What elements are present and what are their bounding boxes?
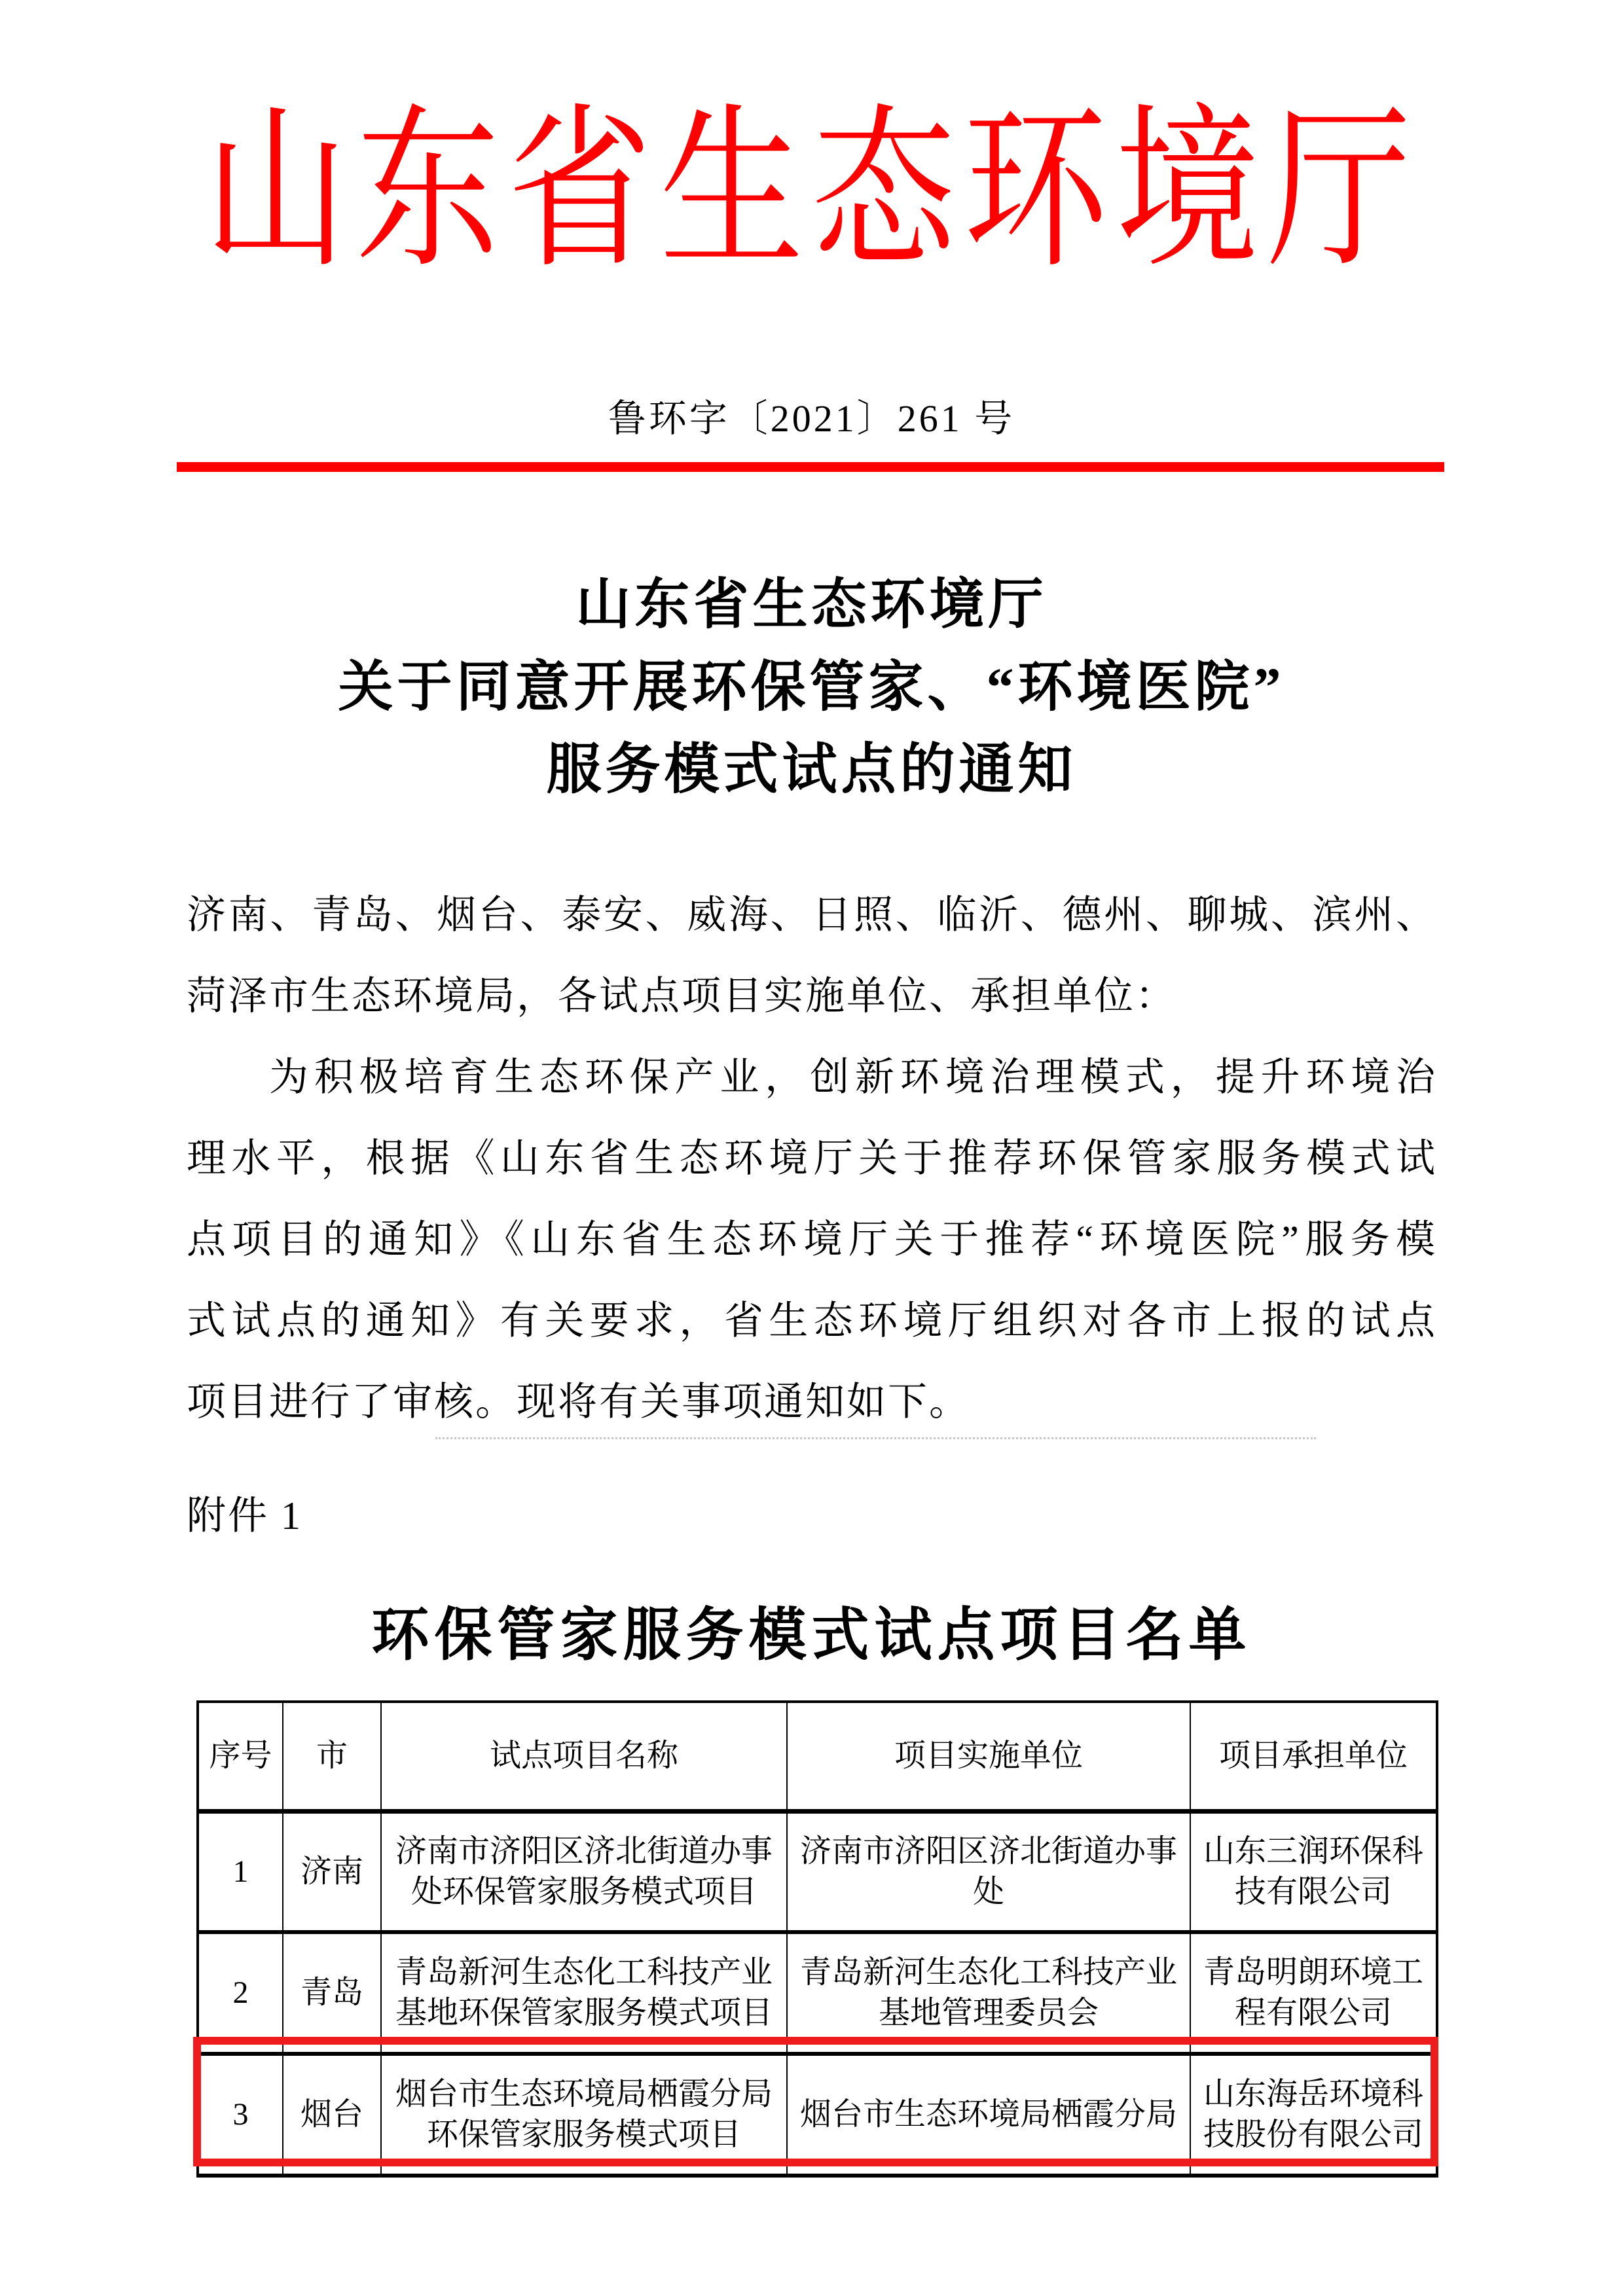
table-title: 环保管家服务模式试点项目名单 xyxy=(371,1604,1252,1668)
cell-city: 烟台 xyxy=(283,2054,381,2176)
body-line: 理水平，根据《山东省生态环境厅关于推荐环保管家服务模式试 xyxy=(187,1137,1437,1180)
table-row xyxy=(198,1932,1437,2054)
cell-city: 济南 xyxy=(283,1812,381,1933)
notice-title-line-3: 服务模式试点的通知 xyxy=(546,740,1077,800)
body-line: 点项目的通知》《山东省生态环境厅关于推荐“环境医院”服务模 xyxy=(187,1218,1437,1261)
column-header-undertaking-unit: 项目承担单位 xyxy=(1190,1702,1437,1812)
cell-implementing-unit: 青岛新河生态化工科技产业基地管理委员会 xyxy=(787,1932,1190,2054)
cell-implementing-unit: 烟台市生态环境局栖霞分局 xyxy=(787,2054,1190,2176)
document-number: 鲁环字〔2021〕261 号 xyxy=(608,397,1015,440)
cell-undertaking-unit: 山东三润环保科技有限公司 xyxy=(1190,1812,1437,1933)
body-line: 济南、青岛、烟台、泰安、威海、日照、临沂、德州、聊城、滨州、 xyxy=(187,893,1437,937)
body-line: 为积极培育生态环保产业，创新环境治理模式，提升环境治 xyxy=(269,1056,1437,1099)
body-line: 菏泽市生态环境局，各试点项目实施单位、承担单位： xyxy=(187,975,1176,1018)
pilot-project-table xyxy=(196,1700,1438,2178)
cell-project-name: 烟台市生态环境局栖霞分局环保管家服务模式项目 xyxy=(381,2054,787,2176)
cell-index: 1 xyxy=(198,1812,283,1933)
table-header-row xyxy=(198,1702,1437,1812)
cell-implementing-unit: 济南市济阳区济北街道办事处 xyxy=(787,1812,1190,1933)
cell-city: 青岛 xyxy=(283,1932,381,2054)
agency-letterhead-title: 山东省生态环境厅 xyxy=(204,94,1419,289)
column-header-city: 市 xyxy=(283,1702,381,1812)
notice-title-line-1: 山东省生态环境厅 xyxy=(575,575,1048,636)
cell-index: 2 xyxy=(198,1932,283,2054)
notice-title-line-2: 关于同意开展环保管家、“环境医院” xyxy=(338,657,1285,718)
column-header-implementing-unit: 项目实施单位 xyxy=(787,1702,1190,1812)
red-divider-line xyxy=(177,462,1444,472)
column-header-project-name: 试点项目名称 xyxy=(381,1702,787,1812)
notice-body xyxy=(187,874,1437,1443)
cell-project-name: 青岛新河生态化工科技产业基地环保管家服务模式项目 xyxy=(381,1932,787,2054)
faded-text-artifact-line xyxy=(435,1437,1316,1439)
table-row-highlighted xyxy=(198,2054,1437,2176)
column-header-index: 序号 xyxy=(198,1702,283,1812)
cell-index: 3 xyxy=(198,2054,283,2176)
cell-undertaking-unit: 青岛明朗环境工程有限公司 xyxy=(1190,1932,1437,2054)
cell-project-name: 济南市济阳区济北街道办事处环保管家服务模式项目 xyxy=(381,1812,787,1933)
notice-title xyxy=(0,564,1623,812)
attachment-label: 附件 1 xyxy=(187,1494,302,1537)
body-line: 式试点的通知》有关要求，省生态环境厅组织对各市上报的试点 xyxy=(187,1299,1437,1342)
table-row xyxy=(198,1812,1437,1933)
body-line: 项目进行了审核。现将有关事项通知如下。 xyxy=(187,1380,970,1424)
cell-undertaking-unit: 山东海岳环境科技股份有限公司 xyxy=(1190,2054,1437,2176)
